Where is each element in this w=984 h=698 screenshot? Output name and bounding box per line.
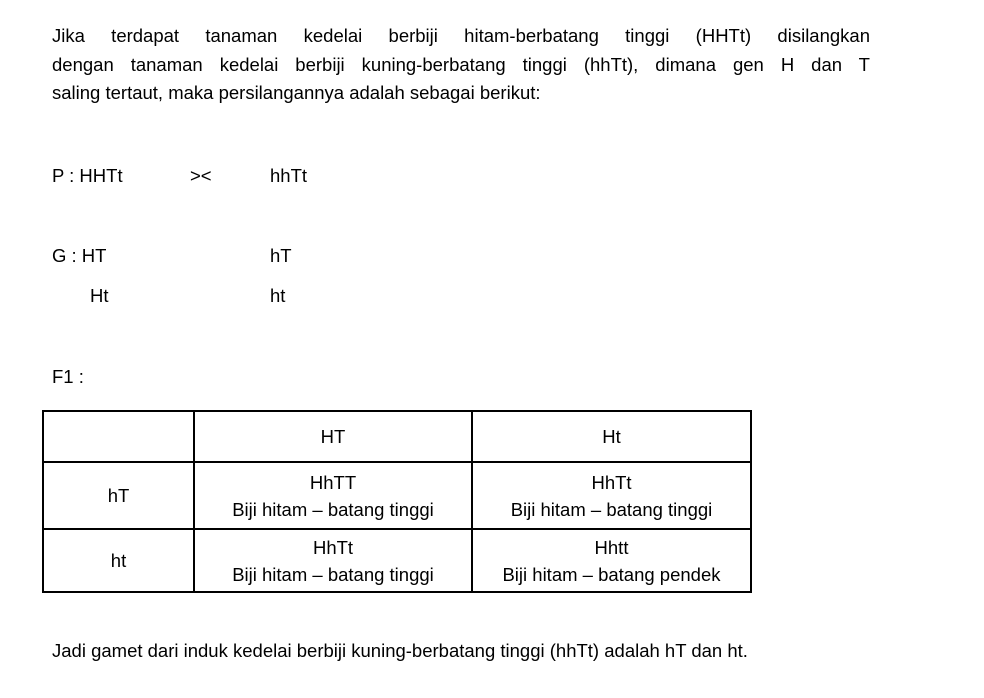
phenotype: Biji hitam – batang tinggi [510,498,713,520]
intro-line-1: Jika terdapat tanaman kedelai berbiji hitam-berbatang tinggi (HHTt) disilangkan [52,25,870,46]
punnett-row-2 [43,529,751,592]
gamete-right-1: hT [270,245,292,266]
punnett-cell [472,529,751,592]
genotype: HhTt [591,471,632,493]
gametes-label-left: G : HT [52,245,107,266]
phenotype: Biji hitam – batang tinggi [232,498,434,520]
genotype: Hhtt [594,536,629,558]
genotype: HhTT [309,471,357,493]
parental-genotype-left: P : HHTt [52,165,123,186]
punnett-cell [194,529,472,592]
intro-line-2: dengan tanaman kedelai berbiji kuning-berbatang tinggi (hhTt), dimana gen H dan T [52,53,870,75]
punnett-col-header-1: HT [194,411,472,462]
intro-paragraph [52,22,870,108]
punnett-col-header-2: Ht [472,411,751,462]
punnett-row-header-2: ht [43,529,194,592]
f1-label: F1 : [52,366,84,387]
parental-genotype-right: hhTt [270,165,308,186]
conclusion-text: Jadi gamet dari induk kedelai berbiji kuning-berbatang tinggi (hhTt) adalah hT dan ht. [52,640,748,661]
gamete-left-2: Ht [90,285,109,306]
punnett-corner-cell [43,411,194,462]
intro-line-3: saling tertaut, maka persilangannya adalah sebagai berikut: [52,82,541,103]
punnett-row-1 [43,462,751,529]
punnett-header-row [43,411,751,462]
cross-symbol: >< [190,165,212,186]
punnett-cell [472,462,751,529]
punnett-row-header-1: hT [43,462,194,529]
phenotype: Biji hitam – batang tinggi [232,563,434,585]
phenotype: Biji hitam – batang pendek [502,563,721,585]
punnett-cell [194,462,472,529]
punnett-table [42,410,752,593]
genotype: HhTt [312,536,354,558]
gamete-right-2: ht [270,285,286,306]
